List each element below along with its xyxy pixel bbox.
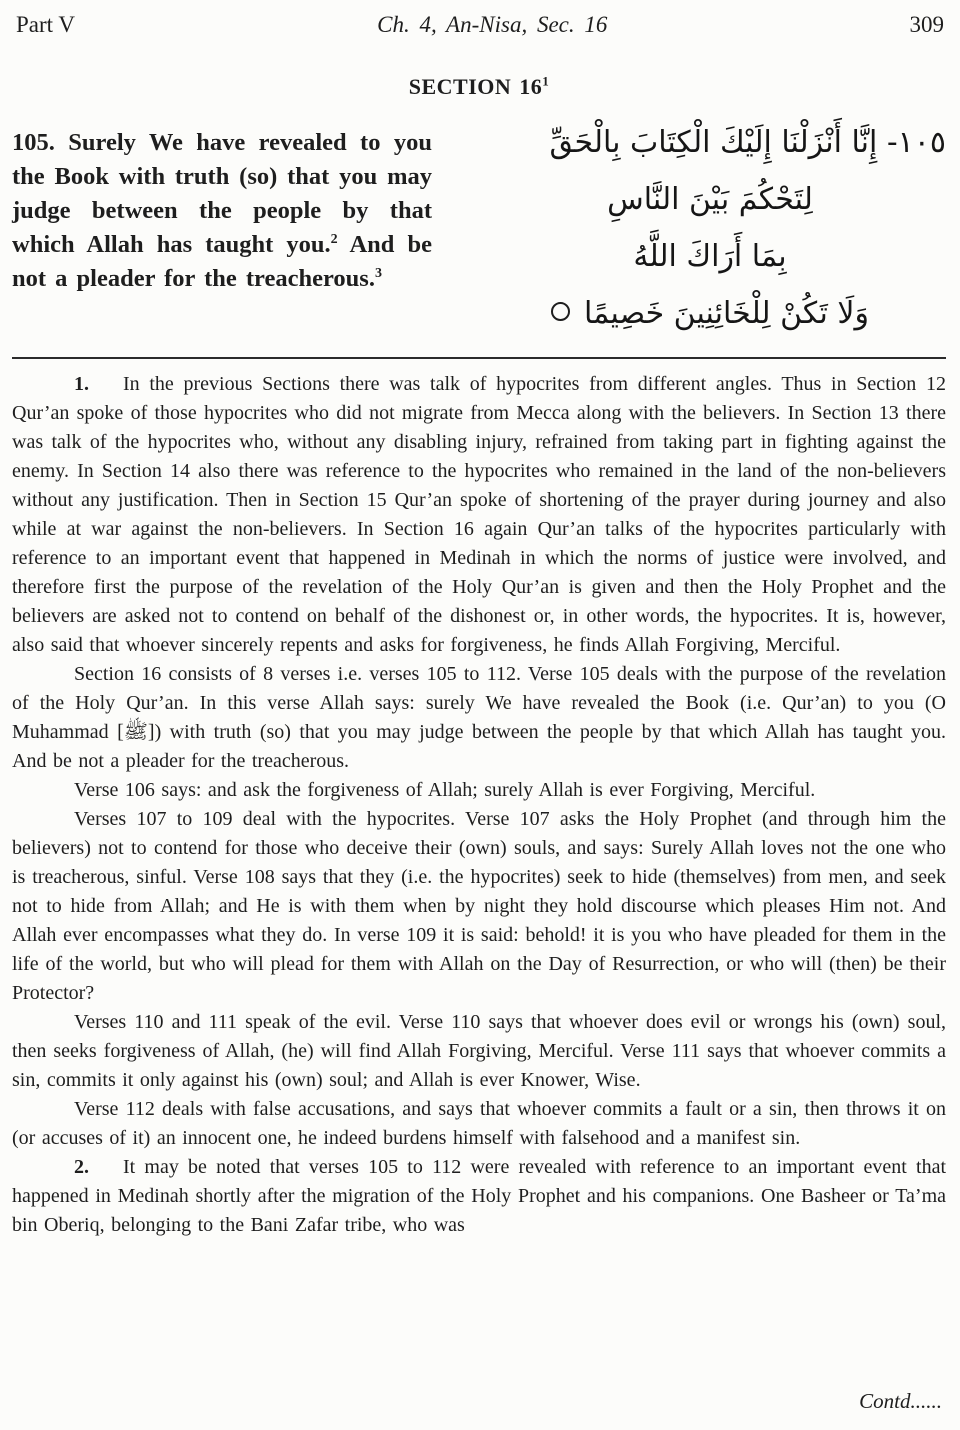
arabic-line-text: وَلَا تَكُنْ لِلْخَائِنِينَ خَصِيمًا <box>584 296 869 331</box>
translation-text: And be not a pleader for the treacherous. <box>12 231 433 292</box>
contd-label: Contd...... <box>859 1389 942 1413</box>
footnote-paragraph <box>12 805 946 1008</box>
footnote-number: 1. <box>74 373 89 395</box>
footnote-paragraph <box>12 1008 946 1095</box>
translation-text: 105. Surely We have revealed to you the Book with truth (so) that you may judge between the people by that which Allah has taught you. <box>12 129 432 258</box>
running-head <box>12 10 946 38</box>
footnote-paragraph <box>12 370 946 660</box>
arabic-line: ١٠٥- إِنَّا أَنْزَلْنَا إِلَيْكَ الْكِتَابَ بِالْحَقِّ <box>549 125 946 160</box>
footnote-paragraph <box>12 1153 946 1240</box>
footnote-ref-3: 3 <box>374 265 382 281</box>
footnote-text: Verses 107 to 109 deal with the hypocrites. Verse 107 asks the Holy Prophet (and through him the believers) not to contend for those who deceive their (own) souls, and says: Surely Allah loves not the one who is treacherous, sinful. Verse 108 says that they (i.e. the hypocrites) seek to hide (themselves) from men, and seek not to hide from Allah; and He is with them when by night they hold discourse which pleases Him not. And Allah ever encompasses what they do. In verse 109 it is said: behold! it is you who have pleaded for them in the life of the world, but who will plead for them with Allah on the Day of Resurrection, or who will (then) be their Protector? <box>12 808 946 1004</box>
verse-arabic <box>432 114 946 342</box>
chapter-title: Ch. 4, An-Nisa, Sec. 16 <box>377 12 608 37</box>
ayah-end-marker-icon <box>551 302 570 321</box>
footnote-text: Section 16 consists of 8 verses i.e. verses 105 to 112. Verse 105 deals with the purpose of the revelation of the Holy Qur’an. In this verse Allah says: surely We have revealed the Book (i.e. Qur’an) to you (O Muhammad [ﷺ]) with truth (so) that you may judge between the people by that which Allah has taught you. And be not a pleader for the treacherous. <box>12 663 947 772</box>
verse-block <box>12 126 946 342</box>
footnote-ref-2: 2 <box>330 231 338 247</box>
footnote-text: In the previous Sections there was talk of hypocrites from different angles. Thus in Section 12 Qur’an spoke of those hypocrites who did not migrate from Mecca along with the believers. In Section 13 there was talk of the hypocrites who, without any disabling injury, refrained from taking part in fighting against the enemy. In Section 14 also there was reference to the hypocrites who remained in the land of the non-believers without any justification. Then in Section 15 Qur’an spoke of shortening of the prayer during journey and also while at war against the non-believers. In Section 16 again Qur’an talks of the hypocrites particularly with reference to an important event that happened in Medinah in which the norms of justice were involved, and therefore first the purpose of the revelation of the Holy Qur’an is given and then the Holy Prophet and the believers are asked not to contend on behalf of the dishonest or, in other words, the hypocrites. It is, however, also said that whoever sincerely repents and asks for forgiveness, he finds Allah Forgiving, Merciful. <box>12 373 946 656</box>
section-title <box>12 74 946 100</box>
section-footnote-ref: 1 <box>542 73 550 89</box>
footnote-paragraph <box>12 776 946 805</box>
part-label: Part V <box>16 12 75 37</box>
section-title-text: SECTION 16 <box>408 74 543 99</box>
footnote-text: Verse 106 says: and ask the forgiveness of Allah; surely Allah is ever Forgiving, Merciful. <box>74 779 816 801</box>
footnote-paragraph <box>12 660 946 776</box>
footnote-divider <box>12 357 946 359</box>
footnotes-section <box>12 370 946 1240</box>
arabic-line <box>474 285 946 342</box>
arabic-line: لِتَحْكُمَ بَيْنَ النَّاسِ <box>607 182 813 217</box>
arabic-line: بِمَا أَرَاكَ اللَّهُ <box>633 239 787 274</box>
footnote-number: 2. <box>74 1156 89 1178</box>
verse-translation <box>12 126 432 296</box>
footnote-text: Verses 110 and 111 speak of the evil. Verse 110 says that whoever does evil or wrongs his (own) soul, then seeks forgiveness of Allah, (he) will find Allah Forgiving, Merciful. Verse 111 says that whoever commits a sin, commits it only against his (own) soul; and Allah is ever Knower, Wise. <box>12 1011 946 1091</box>
footnote-paragraph <box>12 1095 946 1153</box>
page-number: 309 <box>909 12 944 37</box>
footnote-text: It may be noted that verses 105 to 112 were revealed with reference to an important event that happened in Medinah shortly after the migration of the Holy Prophet and his companions. One Basheer or Ta’ma bin Oberiq, belonging to the Bani Zafar tribe, who was <box>12 1156 946 1236</box>
footnote-text: Verse 112 deals with false accusations, and says that whoever commits a fault or a sin, then throws it on (or accuses of it) an innocent one, he indeed burdens himself with falsehood and a manifest sin. <box>12 1098 946 1149</box>
